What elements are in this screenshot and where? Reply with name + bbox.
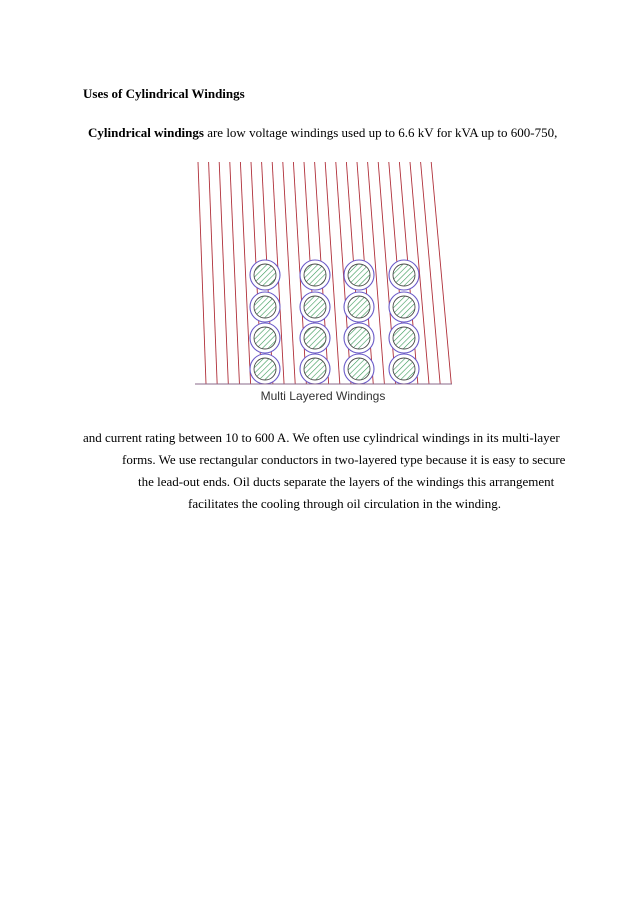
winding-line xyxy=(198,162,206,384)
conductor xyxy=(344,354,374,384)
conductor-core xyxy=(304,327,326,349)
conductor xyxy=(250,354,280,384)
winding-line xyxy=(209,162,218,384)
section-heading: Uses of Cylindrical Windings xyxy=(83,86,245,101)
conductor-core xyxy=(393,296,415,318)
conductor-grid xyxy=(250,260,419,384)
conductor xyxy=(250,323,280,353)
winding-line xyxy=(283,162,295,384)
conductor xyxy=(300,323,330,353)
conductor xyxy=(300,292,330,322)
winding-diagram xyxy=(190,160,460,405)
conductor xyxy=(250,260,280,290)
winding-line xyxy=(219,162,228,384)
conductor-core xyxy=(393,327,415,349)
conductor-core xyxy=(254,327,276,349)
paragraph-line-4: facilitates the cooling through oil circulation in the winding. xyxy=(188,496,502,511)
conductor-core xyxy=(304,296,326,318)
paragraph-line-1: and current rating between 10 to 600 A. We often use cylindrical windings in its multi-layer xyxy=(83,430,560,445)
conductor-core xyxy=(348,358,370,380)
conductor xyxy=(389,260,419,290)
conductor-core xyxy=(393,264,415,286)
conductor xyxy=(344,323,374,353)
conductor xyxy=(389,323,419,353)
conductor-core xyxy=(348,327,370,349)
winding-line xyxy=(431,162,451,384)
conductor-core xyxy=(254,264,276,286)
conductor xyxy=(250,292,280,322)
conductor-core xyxy=(348,296,370,318)
intro-bold-term: Cylindrical windings xyxy=(88,125,204,140)
conductor-core xyxy=(393,358,415,380)
conductor xyxy=(344,260,374,290)
figure-caption: Multi Layered Windings xyxy=(260,389,386,403)
intro-sentence xyxy=(88,125,557,141)
conductor-core xyxy=(304,358,326,380)
conductor-core xyxy=(348,264,370,286)
conductor xyxy=(389,354,419,384)
conductor-core xyxy=(304,264,326,286)
conductor xyxy=(300,354,330,384)
conductor xyxy=(389,292,419,322)
conductor xyxy=(344,292,374,322)
winding-line xyxy=(421,162,441,384)
intro-rest: are low voltage windings used up to 6.6 kV for kVA up to 600-750, xyxy=(203,125,558,140)
paragraph-line-2: forms. We use rectangular conductors in two-layered type because it is easy to secure xyxy=(122,452,566,467)
conductor xyxy=(300,260,330,290)
paragraph-line-3: the lead-out ends. Oil ducts separate the layers of the windings this arrangement xyxy=(138,474,555,489)
winding-line xyxy=(230,162,240,384)
winding-line xyxy=(240,162,250,384)
conductor-core xyxy=(254,358,276,380)
conductor-core xyxy=(254,296,276,318)
